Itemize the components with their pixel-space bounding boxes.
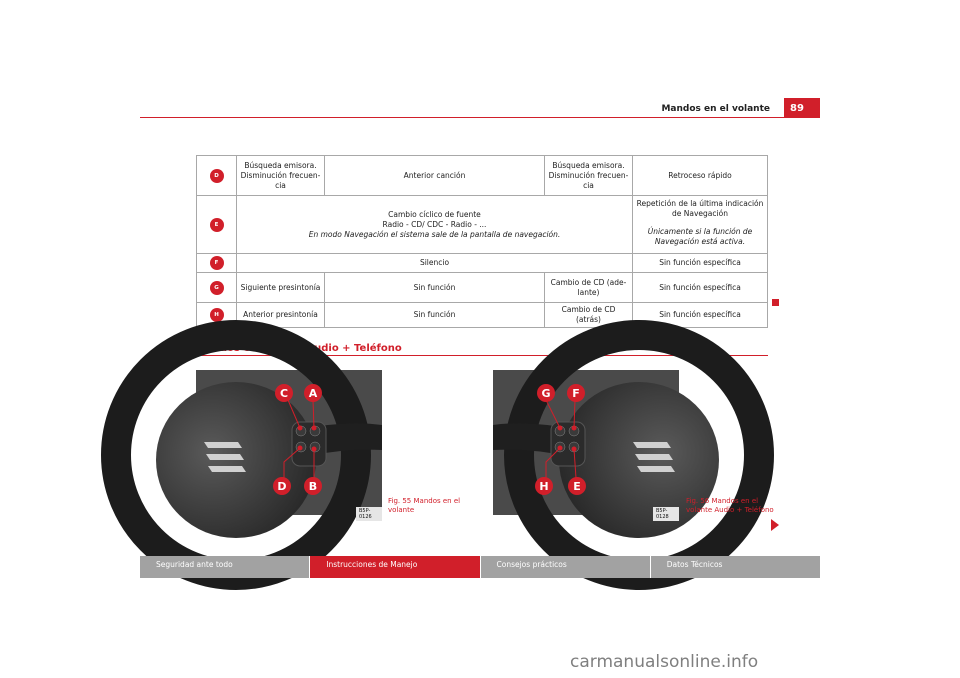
- table-cell: [237, 196, 633, 254]
- footer-nav: [140, 556, 820, 578]
- table-cell: Sin función: [325, 273, 545, 303]
- table-row: [197, 254, 768, 273]
- next-page-arrow-icon: [771, 519, 779, 531]
- footer-tab-seguridad[interactable]: Seguridad ante todo: [140, 556, 310, 578]
- table-cell: Cambio de CD (atrás): [545, 303, 633, 328]
- footer-tab-datos[interactable]: Datos Técnicos: [651, 556, 820, 578]
- cell-main-text: Cambio cíclico de fuente Radio - CD/ CDC - Radio - ...: [382, 209, 487, 229]
- section-end-mark: [772, 299, 779, 306]
- callout-label-a: A: [308, 387, 318, 400]
- table-cell: Búsqueda emisora. Disminución frecuen- cia: [545, 156, 633, 196]
- row-label-cell: [197, 254, 237, 273]
- cell-main-text: Repetición de la última indicación de Navegación: [636, 198, 764, 218]
- label-badge: H: [210, 308, 224, 322]
- callout-label-h: H: [539, 480, 549, 493]
- label-badge: E: [210, 218, 224, 232]
- table-cell: Siguiente presintonía: [237, 273, 325, 303]
- table-cell: Anterior canción: [325, 156, 545, 196]
- table-row: [197, 156, 768, 196]
- table-row: [197, 273, 768, 303]
- callout-label-b: B: [308, 480, 318, 493]
- label-badge: F: [210, 256, 224, 270]
- figure-caption-56: Fig. 56 Mandos en el volante Audio + Teléfono: [686, 497, 774, 514]
- footer-tab-consejos[interactable]: Consejos prácticos: [481, 556, 651, 578]
- page-header-title: Mandos en el volante: [661, 104, 770, 114]
- row-label-cell: [197, 156, 237, 196]
- table-cell: Sin función específica: [633, 254, 768, 273]
- figure-caption-55: Fig. 55 Mandos en el volante: [388, 497, 461, 514]
- row-label-cell: [197, 273, 237, 303]
- table-cell: Silencio: [237, 254, 633, 273]
- section-title: Mandos en volante Audio + Teléfono: [196, 343, 402, 354]
- callout-label-g: G: [541, 387, 551, 400]
- footer-tab-instrucciones[interactable]: Instrucciones de Manejo: [310, 556, 480, 578]
- label-badge: G: [210, 281, 224, 295]
- table-cell: Sin función específica: [633, 303, 768, 328]
- cell-note-text: Únicamente si la función de Navegación está activa.: [647, 226, 753, 246]
- steering-wheel-photo-phone: [493, 370, 679, 520]
- table-cell: [633, 196, 768, 254]
- page-number: 89: [784, 98, 820, 118]
- photo-id: B5P-0128: [653, 507, 679, 521]
- callout-label-f: F: [572, 387, 580, 400]
- table-row: [197, 303, 768, 328]
- photo-id: B5P-0126: [356, 507, 382, 521]
- cell-note-text: En modo Navegación el sistema sale de la pantalla de navegación.: [308, 229, 561, 239]
- table-cell: Sin función específica: [633, 273, 768, 303]
- table-cell: Búsqueda emisora. Disminución frecuen- cia: [237, 156, 325, 196]
- header-rule: [140, 117, 820, 118]
- table-cell: Cambio de CD (ade- lante): [545, 273, 633, 303]
- callout-label-e: E: [573, 480, 581, 493]
- seat-logo-icon: [633, 442, 675, 472]
- callout-label-d: D: [277, 480, 287, 493]
- seat-logo-icon: [204, 442, 246, 472]
- row-label-cell: [197, 196, 237, 254]
- table-cell: Anterior presintonía: [237, 303, 325, 328]
- controls-table: [196, 155, 768, 328]
- steering-wheel-photo-audio: [196, 370, 382, 520]
- table-cell: Sin función: [325, 303, 545, 328]
- table-cell: Retroceso rápido: [633, 156, 768, 196]
- watermark: carmanualsonline.info: [570, 652, 759, 672]
- callout-label-c: C: [279, 387, 289, 400]
- table-row: [197, 196, 768, 254]
- label-badge: D: [210, 169, 224, 183]
